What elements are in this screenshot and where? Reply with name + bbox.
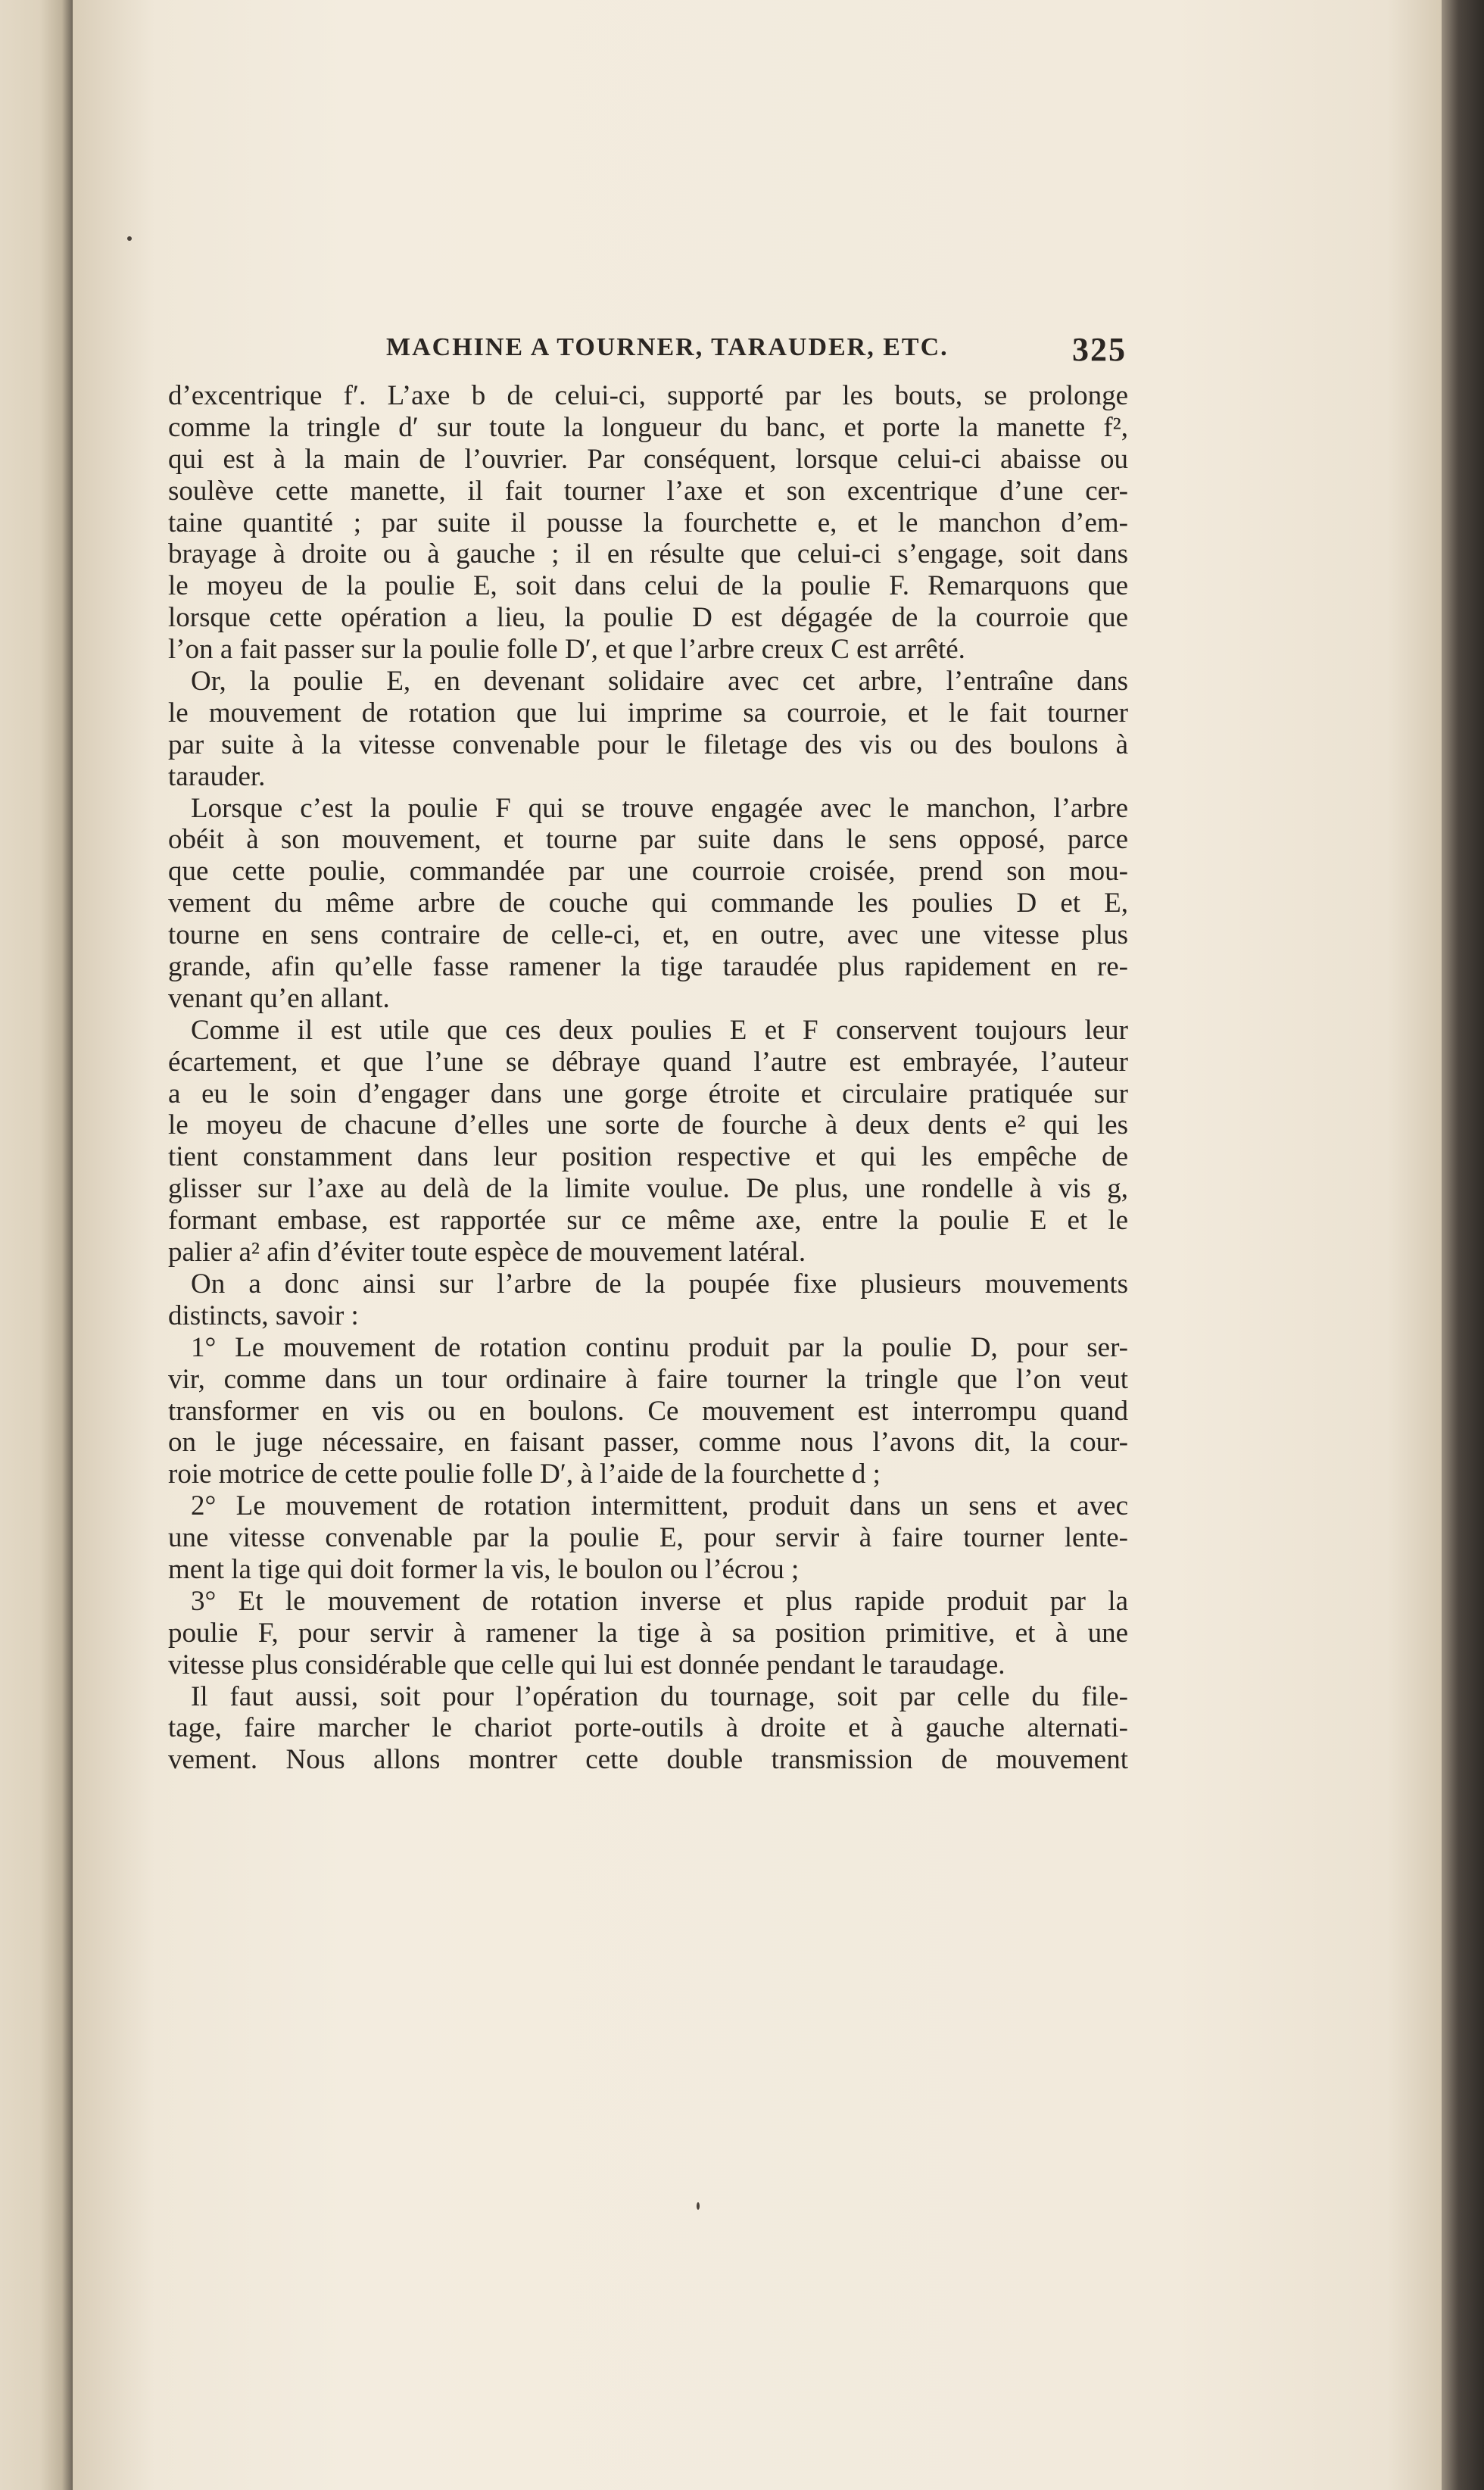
text-line: distincts, savoir : — [168, 1300, 359, 1331]
paragraph — [168, 1015, 1128, 1268]
paragraph — [168, 1586, 1128, 1681]
text-line: brayage à droite ou à gauche ; il en résulte que celui-ci s’engage, soit dans — [168, 538, 1128, 570]
text-line: Lorsque c’est la poulie F qui se trouve engagée avec le manchon, l’arbre — [191, 792, 1128, 824]
text-line: d’excentrique f′. L’axe b de celui-ci, supporté par les bouts, se prolonge — [168, 380, 1128, 411]
text-line: le moyeu de chacune d’elles une sorte de fourche à deux dents e² qui les — [168, 1109, 1128, 1141]
text-line: une vitesse convenable par la poulie E, pour servir à faire tourner lente- — [168, 1522, 1128, 1554]
text-line: tarauder. — [168, 760, 266, 792]
text-line: 2° Le mouvement de rotation intermittent, produit dans un sens et avec — [191, 1490, 1128, 1522]
text-line: tient constamment dans leur position respective et qui les empêche de — [168, 1141, 1128, 1173]
text-line: glisser sur l’axe au delà de la limite voulue. De plus, une rondelle à vis g, — [168, 1173, 1128, 1205]
text-line: vement du même arbre de couche qui commande les poulies D et E, — [168, 888, 1128, 919]
text-line: vir, comme dans un tour ordinaire à faire tourner la tringle que l’on veut — [168, 1363, 1128, 1395]
body-text — [168, 380, 1128, 1776]
text-line: vitesse plus considérable que celle qui lui est donnée pendant le taraudage. — [168, 1649, 1005, 1680]
text-line: poulie F, pour servir à ramener la tige à sa position primitive, et à une — [168, 1617, 1128, 1649]
text-line: 3° Et le mouvement de rotation inverse et plus rapide produit par la — [191, 1585, 1128, 1617]
running-header — [386, 330, 1127, 376]
text-line: transformer en vis ou en boulons. Ce mouvement est interrompu quand — [168, 1395, 1128, 1427]
text-line: venant qu’en allant. — [168, 982, 390, 1014]
paragraph — [168, 1268, 1128, 1332]
running-title: MACHINE A TOURNER, TARAUDER, ETC. — [386, 333, 949, 361]
text-line: qui est à la main de l’ouvrier. Par conséquent, lorsque celui-ci abaisse ou — [168, 443, 1128, 475]
text-line: le moyeu de la poulie E, soit dans celui de la poulie F. Remarquons que — [168, 570, 1128, 602]
page-number: 325 — [1072, 331, 1127, 368]
text-line: 1° Le mouvement de rotation continu produit par la poulie D, pour ser- — [191, 1331, 1128, 1363]
text-line: lorsque cette opération a lieu, la poulie D est dégagée de la courroie que — [168, 602, 1128, 634]
paragraph — [168, 380, 1128, 666]
text-line: grande, afin qu’elle fasse ramener la tige taraudée plus rapidement en re- — [168, 951, 1128, 983]
paragraph — [168, 1490, 1128, 1586]
paragraph — [168, 1332, 1128, 1490]
text-line: palier a² afin d’éviter toute espèce de mouvement latéral. — [168, 1237, 806, 1268]
text-line: par suite à la vitesse convenable pour le filetage des vis ou des boulons à — [168, 729, 1128, 760]
text-line: que cette poulie, commandée par une courroie croisée, prend son mou- — [168, 856, 1128, 888]
text-line: on le juge nécessaire, en faisant passer, comme nous l’avons dit, la cour- — [168, 1427, 1128, 1459]
text-line: obéit à son mouvement, et tourne par suite dans le sens opposé, parce — [168, 824, 1128, 856]
text-line: l’on a fait passer sur la poulie folle D′, et que l’arbre creux C est arrêté. — [168, 634, 965, 666]
text-line: vement. Nous allons montrer cette double transmission de mouvement — [168, 1744, 1128, 1776]
paragraph — [168, 1681, 1128, 1777]
text-line: le mouvement de rotation que lui imprime sa courroie, et le fait tourner — [168, 697, 1128, 729]
text-line: Comme il est utile que ces deux poulies E et F conservent toujours leur — [191, 1014, 1128, 1046]
paragraph — [168, 793, 1128, 1015]
page-gutter-shadow — [1442, 0, 1484, 2490]
text-line: Or, la poulie E, en devenant solidaire avec cet arbre, l’entraîne dans — [191, 666, 1128, 697]
text-line: soulève cette manette, il fait tourner l’axe et son excentrique d’une cer- — [168, 475, 1128, 507]
paragraph — [168, 666, 1128, 793]
text-line: ment la tige qui doit former la vis, le boulon ou l’écrou ; — [168, 1553, 800, 1585]
text-line: tourne en sens contraire de celle-ci, et, en outre, avec une vitesse plus — [168, 919, 1128, 951]
text-line: a eu le soin d’engager dans une gorge étroite et circulaire pratiquée sur — [168, 1078, 1128, 1109]
text-line: roie motrice de cette poulie folle D′, à l’aide de la fourchette d ; — [168, 1459, 881, 1490]
text-line: formant embase, est rapportée sur ce même axe, entre la poulie E et le — [168, 1205, 1128, 1237]
text-line: comme la tringle d′ sur toute la longueur du banc, et porte la manette f², — [168, 411, 1128, 443]
text-line: tage, faire marcher le chariot porte-outils à droite et à gauche alternati- — [168, 1712, 1128, 1744]
text-line: On a donc ainsi sur l’arbre de la poupée fixe plusieurs mouvements — [191, 1268, 1128, 1300]
text-line: taine quantité ; par suite il pousse la fourchette e, et le manchon d’em- — [168, 507, 1128, 538]
text-line: Il faut aussi, soit pour l’opération du tournage, soit par celle du file- — [191, 1680, 1128, 1712]
facing-page-edge — [0, 0, 73, 2490]
text-line: écartement, et que l’une se débraye quand l’autre est embrayée, l’auteur — [168, 1046, 1128, 1078]
